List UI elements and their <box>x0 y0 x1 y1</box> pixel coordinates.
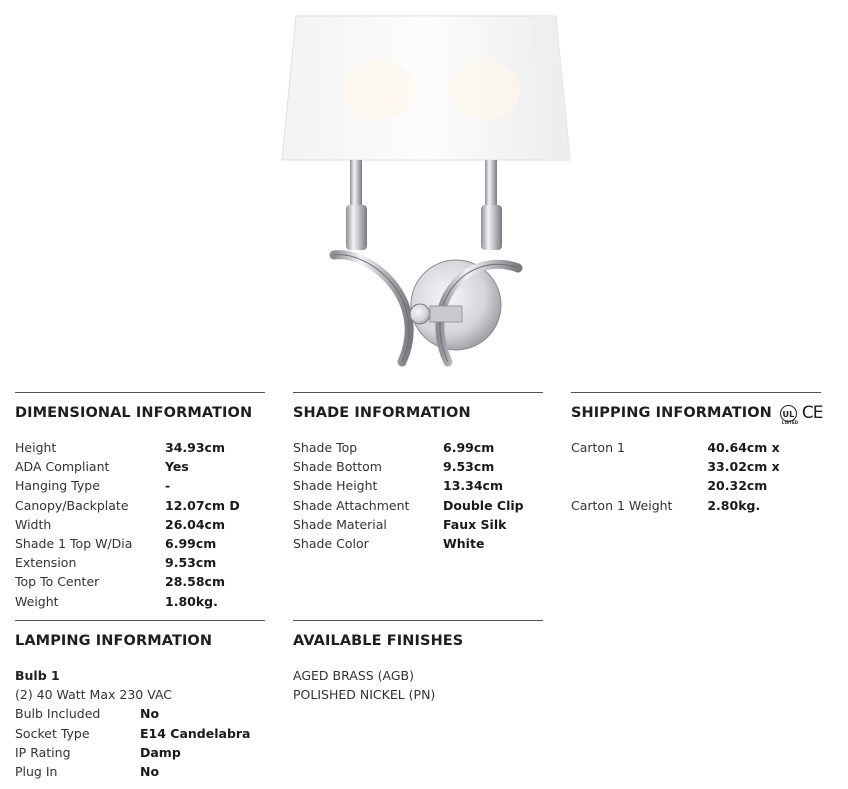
spec-list <box>15 704 265 781</box>
spec-row <box>15 438 265 457</box>
spec-value: Damp <box>140 744 181 760</box>
spec-row <box>15 724 265 743</box>
spec-row <box>15 704 265 723</box>
spec-row <box>293 534 543 553</box>
spec-label: Shade Height <box>293 478 378 494</box>
spec-value: 12.07cm D <box>165 497 240 513</box>
spec-label: Shade Bottom <box>293 459 382 475</box>
spec-row <box>15 476 265 495</box>
lamping-information-section <box>15 620 265 781</box>
available-finishes-section <box>293 620 543 704</box>
section-heading: SHADE INFORMATION <box>293 405 471 421</box>
section-divider <box>15 620 265 621</box>
spec-label: Socket Type <box>15 725 90 741</box>
spec-row <box>15 572 265 591</box>
spec-value: No <box>140 706 160 722</box>
spec-value: 6.99cm <box>165 536 217 552</box>
section-heading: LAMPING INFORMATION <box>15 633 213 649</box>
spec-label: Bulb Included <box>15 706 101 722</box>
spec-list <box>15 438 265 611</box>
spec-row <box>571 496 821 515</box>
spec-value: 13.34cm <box>443 478 503 494</box>
certification-icons <box>780 403 823 423</box>
shade-information-section <box>293 392 543 553</box>
section-divider <box>15 392 265 393</box>
spec-row <box>15 592 265 611</box>
spec-label: IP Rating <box>15 744 71 760</box>
spec-row <box>293 515 543 534</box>
section-heading-text: SHIPPING INFORMATION <box>571 405 772 421</box>
bulb-title: Bulb 1 <box>15 668 60 683</box>
spec-value: 34.93cm <box>165 440 225 455</box>
spec-row <box>293 438 543 457</box>
spec-list <box>293 438 543 553</box>
spec-value: 1.80kg. <box>165 593 218 609</box>
spec-label: Canopy/Backplate <box>15 497 129 513</box>
spec-row <box>293 496 543 515</box>
spec-value: 2.80kg. <box>707 497 761 513</box>
spec-value: 9.53cm <box>165 555 217 571</box>
spec-label: Shade Material <box>293 516 387 532</box>
spec-label: Shade 1 Top W/Dia <box>15 536 133 552</box>
spec-list <box>571 438 821 515</box>
spec-value: Double Clip <box>443 497 524 513</box>
spec-row <box>15 496 265 515</box>
section-heading: DIMENSIONAL INFORMATION <box>15 405 253 421</box>
spec-value: 9.53cm <box>443 459 495 475</box>
shipping-information-section <box>571 392 821 515</box>
section-divider <box>571 392 821 393</box>
spec-label: Shade Top <box>293 440 358 455</box>
ce-mark-icon: CE <box>801 403 823 423</box>
spec-label: Carton 1 Weight <box>571 497 673 513</box>
spec-label: Width <box>15 516 52 532</box>
spec-row <box>15 553 265 572</box>
spec-value: White <box>443 536 485 552</box>
spec-value: 26.04cm <box>165 516 225 532</box>
spec-row <box>15 457 265 476</box>
spec-row <box>15 534 265 553</box>
spec-row <box>15 515 265 534</box>
section-divider <box>293 620 543 621</box>
spec-label: Plug In <box>15 764 58 780</box>
section-heading: AVAILABLE FINISHES <box>293 633 464 649</box>
spec-label: Top To Center <box>15 574 100 590</box>
spec-value: - <box>165 478 171 494</box>
spec-value: 28.58cm <box>165 574 225 590</box>
finish-item: POLISHED NICKEL (PN) <box>293 687 436 703</box>
spec-row <box>15 743 265 762</box>
wall-sconce-product-image <box>276 10 576 375</box>
spec-row <box>293 457 543 476</box>
dimensional-information-section <box>15 392 265 611</box>
spec-value: 6.99cm <box>443 440 495 455</box>
spec-value: E14 Candelabra <box>140 725 251 741</box>
finish-item: AGED BRASS (AGB) <box>293 668 415 683</box>
spec-label: Shade Color <box>293 536 369 552</box>
spec-label: Hanging Type <box>15 478 100 494</box>
spec-value: No <box>140 764 160 780</box>
ul-listed-icon: UL LISTED <box>780 405 797 422</box>
section-divider <box>293 392 543 393</box>
spec-row <box>15 762 265 781</box>
spec-label: Height <box>15 440 57 455</box>
finish-list <box>293 666 543 704</box>
spec-label: ADA Compliant <box>15 459 110 475</box>
bulb-description: (2) 40 Watt Max 230 VAC <box>15 687 173 703</box>
spec-label: Shade Attachment <box>293 497 410 513</box>
spec-label: Weight <box>15 593 59 609</box>
spec-row <box>571 438 821 496</box>
spec-label: Carton 1 <box>571 440 625 455</box>
spec-value: Yes <box>165 459 189 475</box>
spec-value: Faux Silk <box>443 516 507 532</box>
spec-row <box>293 476 543 495</box>
spec-value: 40.64cm x 33.02cm x 20.32cm <box>707 440 780 494</box>
spec-label: Extension <box>15 555 77 571</box>
section-heading <box>571 403 821 423</box>
